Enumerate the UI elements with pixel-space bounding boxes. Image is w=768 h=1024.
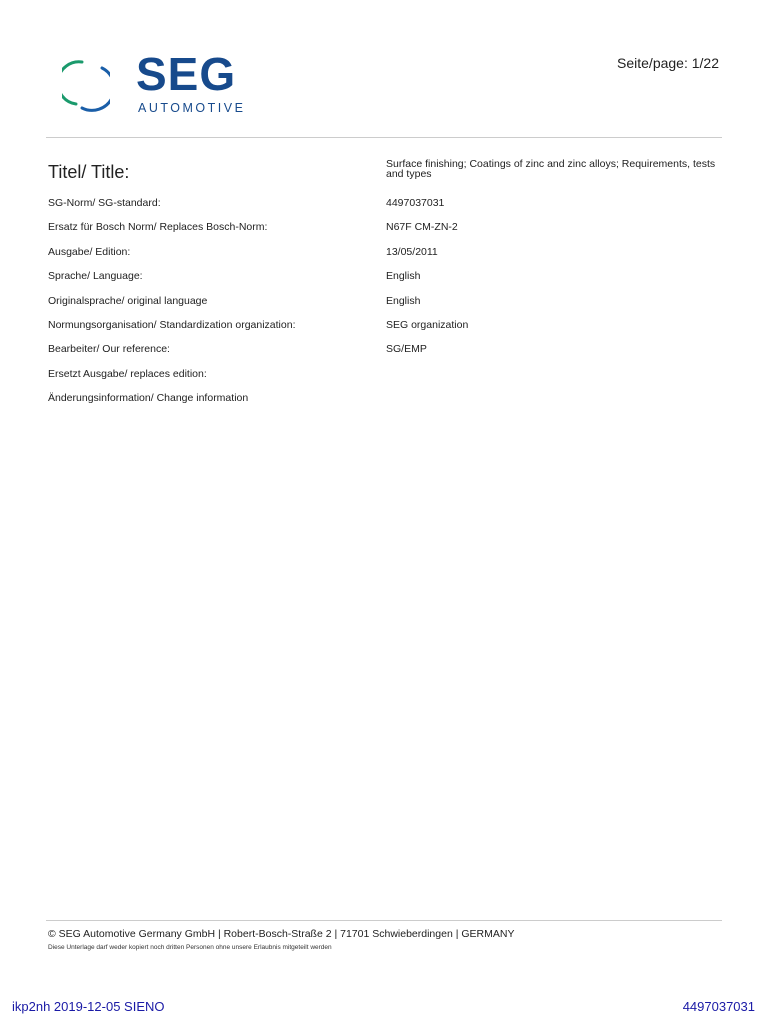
field-value: 13/05/2011 — [386, 246, 438, 258]
field-row-original-language — [48, 295, 728, 311]
field-row-our-reference — [48, 343, 728, 359]
document-number-stamp: 4497037031 — [682, 999, 755, 1014]
title-value: Surface finishing; Coatings of zinc and zinc alloys; Requirements, tests and types — [386, 158, 716, 180]
field-label: Ersetzt Ausgabe/ replaces edition: — [48, 368, 207, 380]
header-divider — [46, 137, 722, 138]
field-label: Sprache/ Language: — [48, 270, 143, 282]
field-row-edition — [48, 246, 728, 262]
field-row-replaces-bosch-norm — [48, 221, 728, 237]
field-label: Ausgabe/ Edition: — [48, 246, 131, 258]
field-value: 4497037031 — [386, 197, 445, 209]
download-stamp: ikp2nh 2019-12-05 SIENO — [12, 999, 165, 1014]
page-indicator: Seite/page: 1/22 — [617, 55, 719, 71]
logo-ring-icon — [62, 58, 110, 112]
field-row-language — [48, 270, 728, 286]
field-label: Normungsorganisation/ Standardization organization: — [48, 319, 296, 331]
footer-copy-notice: Diese Unterlage darf weder kopiert noch dritten Personen ohne unsere Erlaubnis mitgeteilt werden — [48, 944, 332, 951]
field-label: Bearbeiter/ Our reference: — [48, 343, 170, 355]
field-row-change-information — [48, 392, 728, 408]
seg-automotive-logo — [62, 48, 262, 120]
field-row-sg-standard — [48, 197, 728, 213]
footer-company-info: © SEG Automotive Germany GmbH | Robert-Bosch-Straße 2 | 71701 Schwieberdingen | GERMANY — [48, 928, 515, 940]
field-value: SG/EMP — [386, 343, 427, 355]
field-label: SG-Norm/ SG-standard: — [48, 197, 161, 209]
field-value: English — [386, 270, 421, 282]
field-value: English — [386, 295, 421, 307]
field-label: Ersatz für Bosch Norm/ Replaces Bosch-Norm: — [48, 221, 268, 233]
logo-wordmark: SEG — [136, 48, 237, 100]
title-label: Titel/ Title: — [48, 162, 130, 182]
logo-tagline: AUTOMOTIVE — [138, 101, 246, 115]
field-value: N67F CM-ZN-2 — [386, 221, 458, 233]
field-row-standardization-organization — [48, 319, 728, 335]
field-label: Originalsprache/ original language — [48, 295, 208, 307]
field-value: SEG organization — [386, 319, 469, 331]
field-row-replaces-edition — [48, 368, 728, 384]
field-label: Änderungsinformation/ Change information — [48, 392, 249, 404]
footer-divider — [46, 920, 722, 921]
